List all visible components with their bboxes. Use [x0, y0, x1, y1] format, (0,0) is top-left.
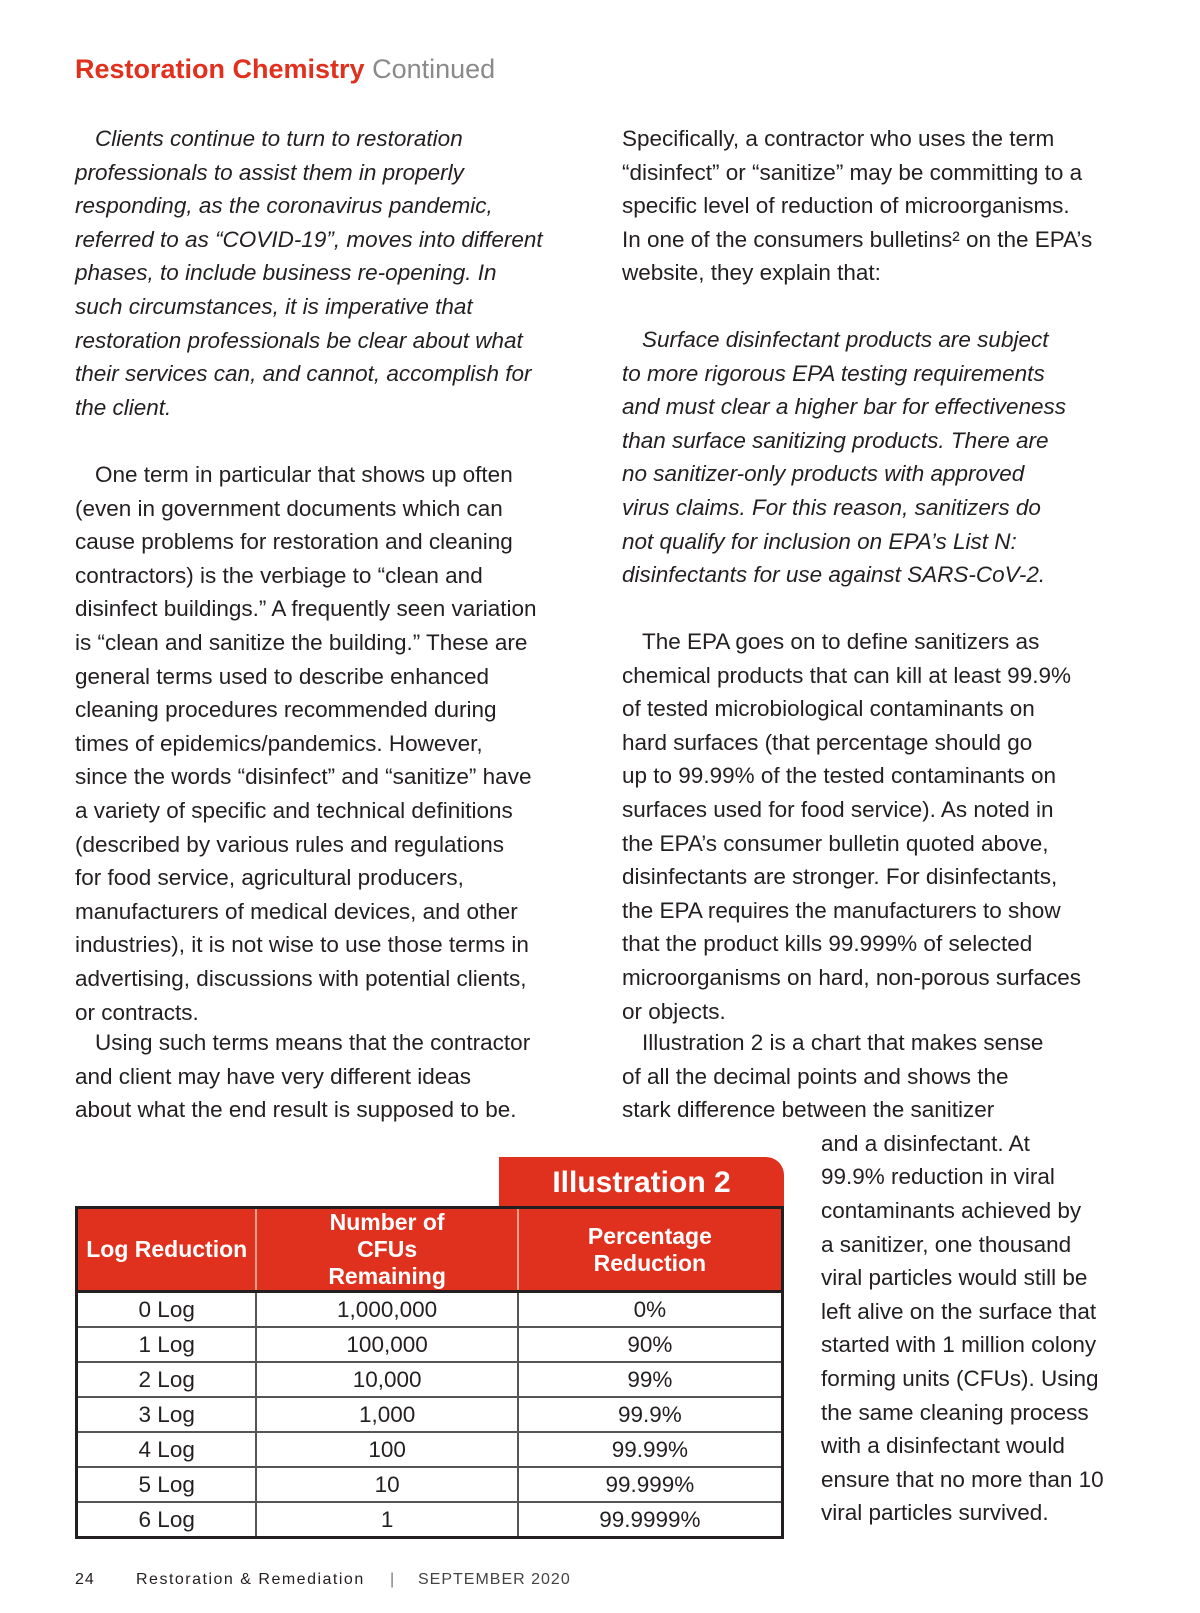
text-line: contractors) is the verbiage to “clean and [75, 562, 483, 588]
text-line: Clients continue to turn to restoration [95, 126, 463, 151]
text-line: the same cleaning process [821, 1399, 1089, 1425]
table-row [77, 1362, 783, 1397]
column-header: Number of CFUs Remaining [256, 1208, 517, 1292]
text-line: a sanitizer, one thousand [821, 1231, 1072, 1257]
table-cell: 100 [256, 1432, 517, 1467]
table-cell: 100,000 [256, 1327, 517, 1362]
text-line: that the product kills 99.999% of selected [622, 931, 1033, 957]
table-cell: 4 Log [77, 1432, 257, 1467]
text-line: their services can, and cannot, accomplish for [75, 361, 532, 387]
table-cell: 99.9% [518, 1397, 783, 1432]
text-line: stark difference between the sanitizer [622, 1097, 995, 1123]
text-line: website, they explain that: [622, 260, 881, 286]
table-cell: 1 Log [77, 1327, 257, 1362]
table-cell: 10 [256, 1467, 517, 1502]
table-row [77, 1292, 783, 1328]
text-line: general terms used to describe enhanced [75, 663, 490, 689]
table-cell: 99.999% [518, 1467, 783, 1502]
text-line: Illustration 2 is a chart that makes sense [642, 1030, 1044, 1055]
text-line: with a disinfectant would [821, 1433, 1065, 1459]
text-line: for food service, agricultural producers, [75, 865, 464, 891]
text-line: of tested microbiological contaminants on [622, 696, 1035, 722]
text-line: is “clean and sanitize the building.” These are [75, 629, 528, 655]
text-line: up to 99.99% of the tested contaminants on [622, 763, 1057, 789]
text-line: and a disinfectant. At [821, 1130, 1030, 1156]
text-line: Surface disinfectant products are subject [642, 327, 1049, 352]
text-line: the client. [75, 394, 172, 420]
text-line: since the words “disinfect” and “sanitize” have [75, 764, 532, 790]
table-row [77, 1327, 783, 1362]
text-line: One term in particular that shows up often [95, 462, 513, 487]
text-line: specific level of reduction of microorganisms. [622, 193, 1070, 219]
text-line: phases, to include business re-opening. In [75, 260, 497, 286]
text-line: times of epidemics/pandemics. However, [75, 730, 483, 756]
text-line: started with 1 million colony [821, 1332, 1097, 1358]
text-line: surfaces used for food service). As noted in [622, 796, 1054, 822]
text-line: In one of the consumers bulletins² on the EPA’s [622, 226, 1093, 252]
table-cell: 99.9999% [518, 1502, 783, 1538]
text-line: hard surfaces (that percentage should go [622, 729, 1033, 755]
table-row [77, 1467, 783, 1502]
intro-paragraph [75, 122, 543, 424]
footer-separator: | [390, 1571, 396, 1588]
table-row [77, 1502, 783, 1538]
text-line: disinfectants are stronger. For disinfectants, [622, 864, 1058, 890]
text-line: professionals to assist them in properly [75, 159, 464, 185]
text-line: advertising, discussions with potential clients, [75, 965, 527, 991]
text-line: about what the end result is supposed to be. [75, 1097, 517, 1123]
text-line: and must clear a higher bar for effectiveness [622, 394, 1066, 420]
text-line: of all the decimal points and shows the [622, 1063, 1009, 1089]
table-cell: 1 [256, 1502, 517, 1538]
column-header: Log Reduction [77, 1208, 257, 1292]
text-line: Using such terms means that the contractor [95, 1030, 531, 1055]
table-row [77, 1432, 783, 1467]
text-line: referred to as “COVID-19”, moves into different [75, 226, 543, 252]
text-line: the EPA requires the manufacturers to show [622, 897, 1061, 923]
table-cell: 1,000 [256, 1397, 517, 1432]
text-line: left alive on the surface that [821, 1298, 1097, 1324]
using-terms-paragraph [75, 1026, 530, 1127]
table-cell: 0% [518, 1292, 783, 1328]
text-line: contaminants achieved by [821, 1197, 1082, 1223]
terms-paragraph [75, 458, 537, 1029]
text-line: no sanitizer-only products with approved [622, 461, 1025, 487]
text-line: and client may have very different ideas [75, 1063, 472, 1089]
text-line: such circumstances, it is imperative that [75, 293, 473, 319]
text-line: “disinfect” or “sanitize” may be committing to a [622, 159, 1083, 185]
text-line: chemical products that can kill at least 99.9% [622, 662, 1071, 688]
table-cell: 90% [518, 1327, 783, 1362]
text-line: restoration professionals be clear about what [75, 327, 523, 353]
text-line: or objects. [622, 998, 726, 1024]
text-line: manufacturers of medical devices, and other [75, 898, 518, 924]
section-title: Restoration Chemistry [75, 54, 365, 84]
table-cell: 1,000,000 [256, 1292, 517, 1328]
text-line: cleaning procedures recommended during [75, 697, 497, 723]
text-line: 99.9% reduction in viral [821, 1164, 1055, 1190]
table-cell: 3 Log [77, 1397, 257, 1432]
magazine-name: Restoration & Remediation [136, 1571, 365, 1588]
issue-date: SEPTEMBER 2020 [418, 1571, 571, 1588]
sanitizer-definition-paragraph [622, 625, 1081, 1028]
text-line: industries), it is not wise to use those terms in [75, 932, 529, 958]
text-line: not qualify for inclusion on EPA’s List N: [622, 528, 1017, 554]
section-subtitle: Continued [372, 54, 496, 84]
table-cell: 99.99% [518, 1432, 783, 1467]
text-line: to more rigorous EPA testing requirements [622, 360, 1045, 386]
illustration-label: Illustration 2 [499, 1157, 784, 1207]
text-line: The EPA goes on to define sanitizers as [642, 629, 1040, 654]
text-line: forming units (CFUs). Using [821, 1365, 1099, 1391]
epa-quote [622, 323, 1066, 592]
text-line: virus claims. For this reason, sanitizers do [622, 494, 1041, 520]
text-line: disinfectants for use against SARS-CoV-2. [622, 562, 1046, 588]
column-header: Percentage Reduction [518, 1208, 783, 1292]
text-line: viral particles survived. [821, 1500, 1049, 1526]
table-cell: 0 Log [77, 1292, 257, 1328]
table-cell: 2 Log [77, 1362, 257, 1397]
text-line: Specifically, a contractor who uses the term [622, 126, 1055, 151]
text-line: viral particles would still be [821, 1265, 1088, 1291]
text-line: than surface sanitizing products. There are [622, 427, 1049, 453]
text-line: the EPA’s consumer bulletin quoted above, [622, 830, 1049, 856]
section-header [75, 54, 495, 85]
text-line: or contracts. [75, 999, 199, 1025]
text-line: (even in government documents which can [75, 495, 503, 521]
log-reduction-table [75, 1206, 784, 1539]
table-cell: 5 Log [77, 1467, 257, 1502]
text-line: (described by various rules and regulations [75, 831, 504, 857]
table-cell: 10,000 [256, 1362, 517, 1397]
table-cell: 99% [518, 1362, 783, 1397]
table-row [77, 1397, 783, 1432]
text-line: disinfect buildings.” A frequently seen variation [75, 596, 537, 622]
text-line: cause problems for restoration and cleaning [75, 529, 513, 555]
table-cell: 6 Log [77, 1502, 257, 1538]
specifically-paragraph [622, 122, 1092, 290]
text-line: ensure that no more than 10 [821, 1466, 1104, 1492]
text-line: microorganisms on hard, non-porous surfaces [622, 964, 1081, 990]
page-number: 24 [75, 1571, 95, 1588]
text-line: a variety of specific and technical definitions [75, 797, 513, 823]
text-line: responding, as the coronavirus pandemic, [75, 193, 493, 219]
